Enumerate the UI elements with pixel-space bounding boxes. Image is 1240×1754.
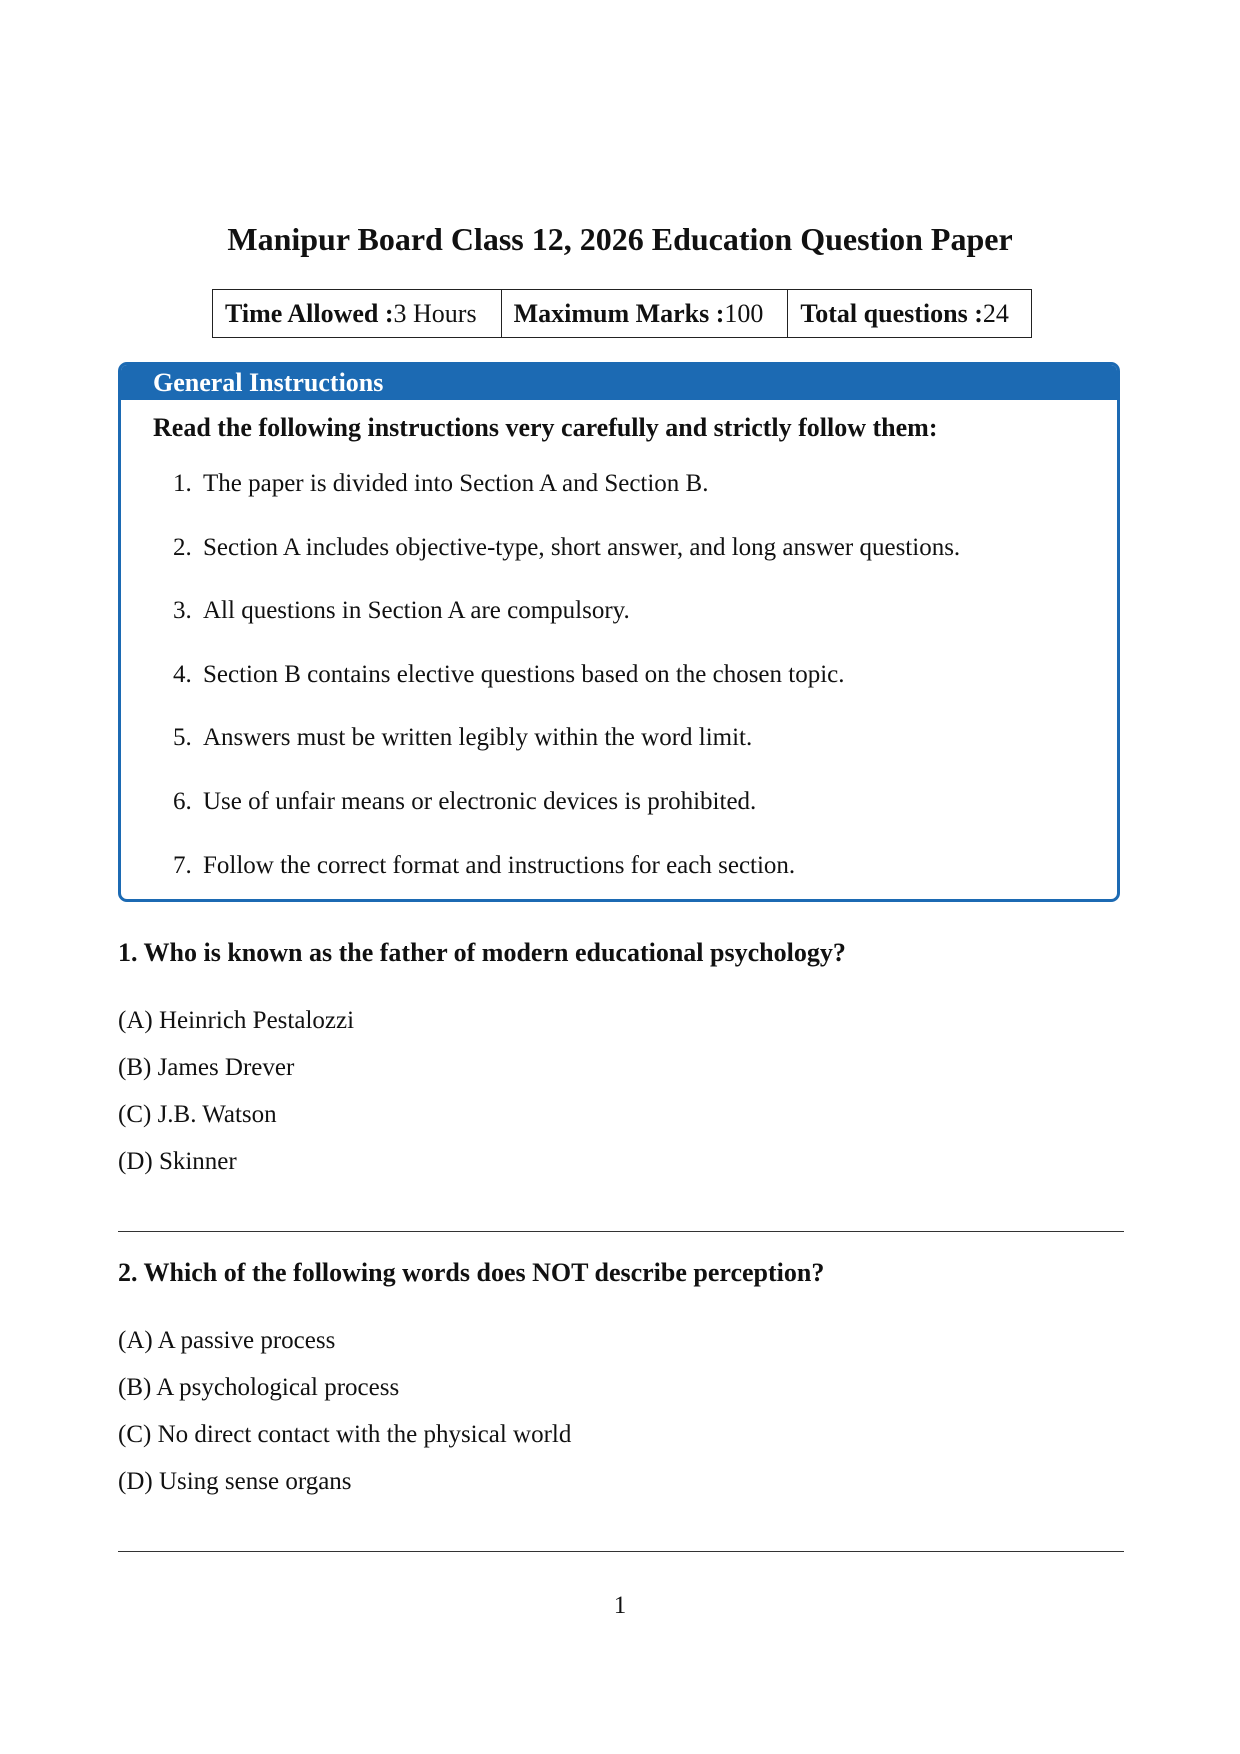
instruction-text: Answers must be written legibly within the word limit. (203, 724, 753, 752)
maximum-marks-cell (501, 290, 788, 338)
instruction-item (173, 533, 960, 597)
exam-info-table (212, 289, 1032, 338)
option-a: (A) Heinrich Pestalozzi (118, 1007, 355, 1034)
instruction-number: 7. (173, 851, 192, 879)
option-d: (D) Using sense organs (118, 1468, 352, 1495)
time-allowed-value: 3 Hours (393, 298, 477, 328)
instruction-text: Follow the correct format and instructions for each section. (203, 851, 796, 879)
question-1 (118, 938, 1124, 1194)
page-number: 1 (613, 1592, 627, 1619)
instruction-text: All questions in Section A are compulsory. (203, 597, 630, 625)
instruction-number: 2. (173, 533, 192, 561)
instruction-item (173, 469, 960, 533)
time-allowed-cell (213, 290, 502, 338)
instruction-text: The paper is divided into Section A and Section B. (203, 470, 709, 497)
option-a: (A) A passive process (118, 1327, 336, 1354)
question-text: 2. Which of the following words does NOT describe perception? (118, 1258, 825, 1287)
option-c: (C) J.B. Watson (118, 1101, 277, 1128)
divider (118, 1231, 1124, 1232)
instruction-number: 5. (173, 724, 192, 752)
instructions-list (173, 469, 960, 902)
instruction-number: 4. (173, 660, 192, 688)
instruction-item (173, 723, 960, 787)
total-questions-cell (788, 290, 1032, 338)
general-instructions-box (118, 362, 1120, 902)
question-text: 1. Who is known as the father of modern educational psychology? (118, 938, 846, 967)
instruction-item (173, 851, 960, 902)
instruction-number: 3. (173, 597, 192, 625)
instruction-text: Section B contains elective questions based on the chosen topic. (203, 660, 845, 688)
time-allowed-label: Time Allowed : (225, 298, 394, 328)
instruction-number: 6. (173, 787, 192, 815)
instruction-item (173, 787, 960, 851)
page-title: Manipur Board Class 12, 2026 Education Question Paper (227, 221, 1013, 257)
question-2 (118, 1258, 1124, 1514)
maximum-marks-value: 100 (724, 298, 764, 328)
instruction-text: Section A includes objective-type, short answer, and long answer questions. (203, 533, 961, 561)
instructions-heading: General Instructions (121, 365, 1117, 400)
instructions-lead: Read the following instructions very carefully and strictly follow them: (153, 413, 938, 442)
instruction-item (173, 596, 960, 660)
option-b: (B) A psychological process (118, 1374, 400, 1401)
option-b: (B) James Drever (118, 1054, 295, 1081)
option-c: (C) No direct contact with the physical world (118, 1421, 572, 1448)
options-list (118, 1326, 1124, 1514)
instruction-number: 1. (173, 470, 192, 497)
option-d: (D) Skinner (118, 1148, 237, 1175)
total-questions-label: Total questions : (800, 298, 983, 328)
maximum-marks-label: Maximum Marks : (513, 298, 725, 328)
instruction-item (173, 660, 960, 724)
instruction-text: Use of unfair means or electronic devices is prohibited. (203, 787, 757, 815)
total-questions-value: 24 (982, 298, 1009, 328)
divider (118, 1551, 1124, 1552)
options-list (118, 1006, 1124, 1194)
